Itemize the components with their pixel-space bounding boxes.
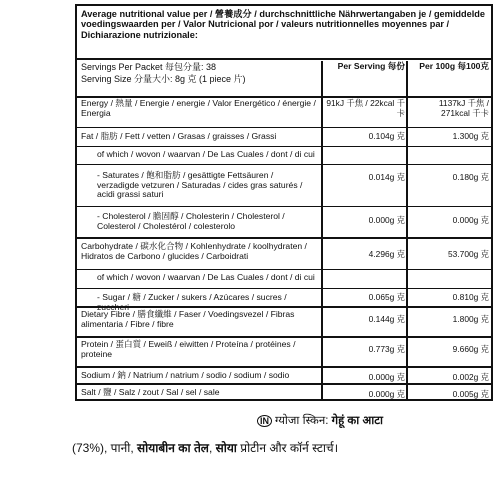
per-serving-value: 0.144g 克 — [368, 314, 405, 324]
nutrient-name: Dietary Fibre / 膳食纖維 / Faser / Voedingsvezel / Fibras alimentaria / Fibre / fibre — [81, 309, 295, 329]
nutrient-name: Energy / 熱量 / Energie / energie / Valor Energético / énergie / Energia — [81, 98, 316, 118]
ingredient-text-c: , — [208, 441, 216, 455]
per-serving-value: 0.000g 克 — [368, 215, 405, 225]
nutrient-name: - Cholesterol / 膽固醇 / Cholesterin / Cholesterol / Colesterol / Cholestérol / colesterolo — [97, 211, 285, 231]
nutrient-row — [77, 383, 491, 399]
serving-size: Serving Size 分量大小: 8g 克 (1 piece 片) — [81, 74, 246, 84]
nutrition-label — [75, 4, 493, 401]
per-100g-value: 0.002g 克 — [452, 372, 489, 382]
nutrient-row — [77, 127, 491, 141]
per-100g-value: 1.800g 克 — [452, 314, 489, 324]
nutrient-row — [77, 288, 491, 312]
servings-row — [77, 58, 491, 84]
ingredient-text-e: प्रोटीन और कॉर्न स्टार्च। — [236, 441, 339, 455]
nutrient-name: Protein / 蛋白質 / Eweiß / eiwitten / Proteína / protéines / proteine — [81, 339, 296, 359]
label-title: Average nutritional value per / 營養成分 / durchschnittliche Nährwertangaben je / gemiddelde voedingswaarden per / Valor Nutricional por / valeurs nutritionnelles moyennes par / Dichiarazione nutrizionale: — [81, 9, 485, 40]
col-per-100g: Per 100g 每100克 — [419, 61, 489, 71]
nutrient-row — [77, 206, 491, 231]
per-100g-value: 0.810g 克 — [452, 292, 489, 302]
ingredient-soybean-oil: सोयाबीन का तेल — [137, 441, 209, 455]
nutrient-row — [77, 164, 491, 200]
nutrient-name: Fat / 脂肪 / Fett / vetten / Grasas / graisses / Grassi — [81, 131, 277, 141]
ingredient-soy: सोया — [215, 441, 237, 455]
nutrient-name: of which / wovon / waarvan / De Las Cuales / dont / di cui — [97, 149, 315, 159]
ingredients-line-1 — [257, 413, 383, 428]
ingredient-wheat-flour: गेहूं का आटा — [331, 415, 383, 427]
per-serving-value: 0.014g 克 — [368, 172, 405, 182]
nutrient-name: Carbohydrate / 碳水化合物 / Kohlenhydrate / koolhydraten / Hidratos de Carbono / glucides / Carboidrati — [81, 241, 307, 261]
ingredients-line-2 — [72, 439, 338, 456]
per-100g-value: 53.700g 克 — [448, 249, 489, 259]
per-100g-value: 0.005g 克 — [452, 389, 489, 399]
nutrient-name: - Saturates / 飽和脂肪 / gesättigte Fettsäuren / verzadigde vetzuren / Saturadas / cides gras saturés / acidi grassi saturi — [97, 170, 303, 200]
nutrient-row — [77, 306, 491, 329]
col-per-serving: Per Serving 每份 — [337, 61, 405, 71]
per-100g-value: 0.000g 克 — [452, 215, 489, 225]
nutrient-name: Salt / 鹽 / Salz / zout / Sal / sel / sale — [81, 387, 220, 397]
column-divider-2 — [406, 61, 408, 399]
per-100g-value: 9.660g 克 — [452, 344, 489, 354]
column-divider-1 — [321, 61, 323, 399]
per-100g-value: 1.300g 克 — [452, 131, 489, 141]
nutrient-row — [77, 146, 491, 159]
per-serving-value: 0.000g 克 — [368, 389, 405, 399]
nutrient-row — [77, 336, 491, 359]
nutrient-row — [77, 269, 491, 282]
nutrient-name: Sodium / 鈉 / Natrium / natrium / sodio / sodium / sodio — [81, 370, 290, 380]
ingredient-text-a: (73%), पानी, — [72, 441, 138, 455]
ingredients-prefix: ग्योजा स्किन: — [275, 415, 332, 427]
per-100g-value: 0.180g 克 — [452, 172, 489, 182]
country-badge: IN — [257, 415, 272, 427]
nutrient-name: of which / wovon / waarvan / De Las Cuales / dont / di cui — [97, 272, 315, 282]
per-100g-value: 1137kJ 千焦 / 271kcal 千卡 — [438, 98, 489, 118]
nutrient-row — [77, 366, 491, 382]
per-serving-value: 4.296g 克 — [368, 249, 405, 259]
per-serving-value: 0.000g 克 — [368, 372, 405, 382]
nutrient-row — [77, 96, 491, 118]
nutrient-row — [77, 237, 491, 261]
per-serving-value: 0.065g 克 — [368, 292, 405, 302]
nutrient-name: - Sugar / 糖 / Zucker / sukers / Azúcares / sucres / zuccheri — [97, 292, 287, 312]
per-serving-value: 0.104g 克 — [368, 131, 405, 141]
per-serving-value: 91kJ 千焦 / 22kcal 千卡 — [326, 98, 405, 118]
per-serving-value: 0.773g 克 — [368, 344, 405, 354]
servings-per-packet: Servings Per Packet 每包分量: 38 — [81, 62, 217, 72]
